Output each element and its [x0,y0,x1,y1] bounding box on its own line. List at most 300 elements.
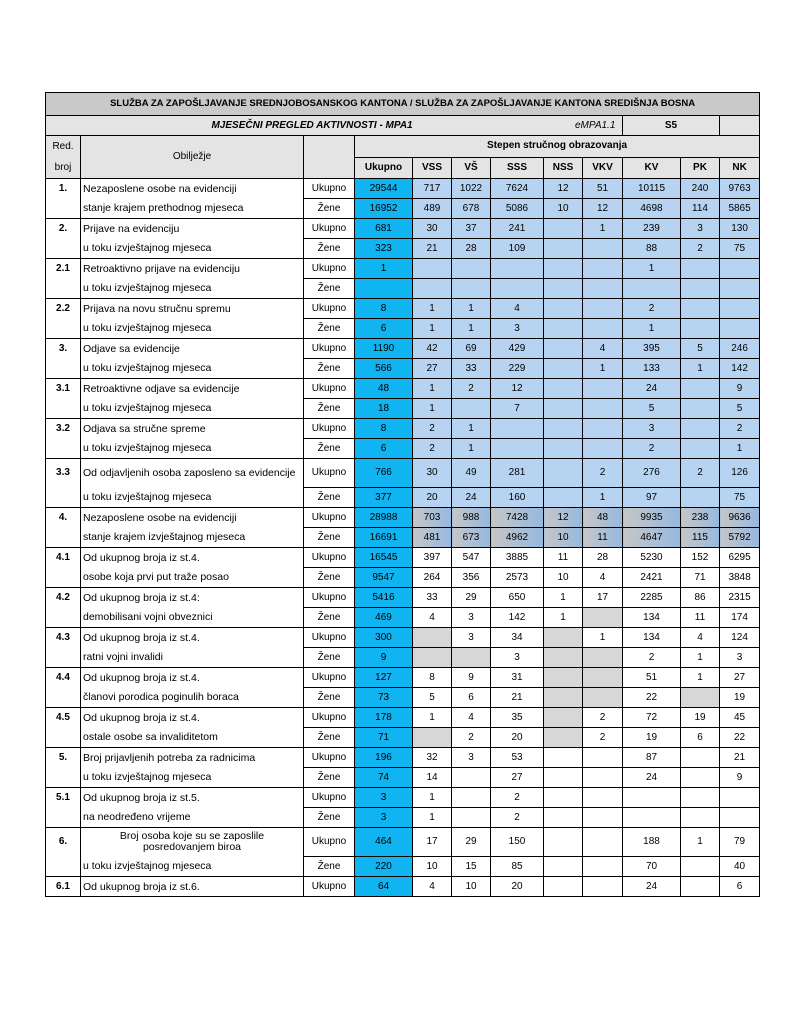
cell-vkv: 11 [583,528,623,548]
cell-kv [623,808,681,828]
cell-vs: 6 [452,688,491,708]
table-row [46,299,760,319]
cell-kv: 24 [623,379,681,399]
cell-pk [681,857,720,877]
zene-label: Žene [304,768,355,788]
stepen-header: Stepen stručnog obrazovanja [355,136,760,158]
cell-vs: 33 [452,359,491,379]
row-label: Odjave sa evidencije [81,339,304,359]
row-number [46,488,81,508]
row-number: 4.4 [46,668,81,688]
cell-pk: 2 [681,239,720,259]
cell-vs [452,259,491,279]
cell-kv: 10115 [623,179,681,199]
cell-nss [544,648,583,668]
cell-vkv [583,857,623,877]
cell-ukupno: 300 [355,628,413,648]
row-number: 5. [46,748,81,768]
row-number: 2. [46,219,81,239]
cell-kv: 19 [623,728,681,748]
table-row [46,648,760,668]
cell-pk: 11 [681,608,720,628]
cell-sss: 34 [491,628,544,648]
cell-pk [681,877,720,897]
cell-sss [491,419,544,439]
cell-pk: 240 [681,179,720,199]
cell-kv: 2 [623,439,681,459]
row-number [46,359,81,379]
cell-kv [623,279,681,299]
ukupno-label: Ukupno [304,419,355,439]
cell-kv: 22 [623,688,681,708]
cell-nss [544,259,583,279]
cell-nk: 5792 [720,528,760,548]
cell-vss: 1 [413,299,452,319]
cell-vs: 678 [452,199,491,219]
cell-sss: 12 [491,379,544,399]
cell-ukupno: 1 [355,259,413,279]
table-row [46,828,760,857]
ukupno-label: Ukupno [304,508,355,528]
cell-pk: 1 [681,668,720,688]
cell-nss [544,857,583,877]
cell-kv: 2 [623,299,681,319]
cell-nk: 45 [720,708,760,728]
cell-kv: 9935 [623,508,681,528]
cell-nk: 3848 [720,568,760,588]
ukupno-label: Ukupno [304,588,355,608]
cell-vss: 20 [413,488,452,508]
table-row [46,588,760,608]
cell-vss: 42 [413,339,452,359]
cell-nss [544,459,583,488]
cell-pk: 86 [681,588,720,608]
cell-kv: 395 [623,339,681,359]
cell-vs: 28 [452,239,491,259]
cell-vss: 30 [413,459,452,488]
zene-label: Žene [304,319,355,339]
cell-vkv: 1 [583,219,623,239]
cell-ukupno: 6 [355,319,413,339]
cell-nk: 6295 [720,548,760,568]
table-row [46,339,760,359]
row-label: u toku izvještajnog mjeseca [81,319,304,339]
zene-label: Žene [304,488,355,508]
cell-vss: 30 [413,219,452,239]
zene-label: Žene [304,857,355,877]
row-number: 4. [46,508,81,528]
cell-pk: 152 [681,548,720,568]
cell-vs [452,399,491,419]
cell-vss: 4 [413,608,452,628]
cell-vkv [583,279,623,299]
cell-nk: 9 [720,768,760,788]
cell-pk: 6 [681,728,720,748]
cell-pk [681,379,720,399]
table-row [46,488,760,508]
cell-sss: 650 [491,588,544,608]
table-row [46,319,760,339]
table-row [46,728,760,748]
cell-vss: 1 [413,399,452,419]
cell-nss: 1 [544,608,583,628]
row-number [46,199,81,219]
cell-vkv [583,668,623,688]
row-number [46,279,81,299]
cell-ukupno: 681 [355,219,413,239]
cell-pk [681,319,720,339]
row-number [46,808,81,828]
cell-ukupno: 16691 [355,528,413,548]
form-code: eMPA1.1 [575,119,616,131]
cell-nk: 9763 [720,179,760,199]
zene-label: Žene [304,728,355,748]
cell-kv: 88 [623,239,681,259]
column-header-pk: PK [681,157,720,179]
cell-vkv [583,419,623,439]
row-number: 2.1 [46,259,81,279]
cell-vss: 8 [413,668,452,688]
cell-sss: 85 [491,857,544,877]
cell-ukupno: 464 [355,828,413,857]
ukupno-label: Ukupno [304,708,355,728]
cell-ukupno: 1190 [355,339,413,359]
cell-kv: 5 [623,399,681,419]
cell-vkv: 48 [583,508,623,528]
cell-sss: 4 [491,299,544,319]
cell-nk [720,808,760,828]
cell-nss: 12 [544,179,583,199]
cell-ukupno: 16545 [355,548,413,568]
cell-nss: 12 [544,508,583,528]
cell-ukupno: 16952 [355,199,413,219]
table-row [46,857,760,877]
cell-ukupno: 9547 [355,568,413,588]
zene-label: Žene [304,648,355,668]
cell-sss: 3 [491,648,544,668]
cell-vss [413,628,452,648]
cell-ukupno: 469 [355,608,413,628]
row-label: članovi porodica poginulih boraca [81,688,304,708]
cell-vss [413,279,452,299]
cell-vss: 14 [413,768,452,788]
cell-vss: 1 [413,379,452,399]
cell-nss [544,299,583,319]
cell-vkv: 2 [583,459,623,488]
table-row [46,528,760,548]
cell-nk [720,788,760,808]
zene-label: Žene [304,439,355,459]
cell-vs: 547 [452,548,491,568]
cell-nk [720,299,760,319]
cell-sss: 7624 [491,179,544,199]
row-label: Odjava sa stručne spreme [81,419,304,439]
cell-nss: 10 [544,528,583,548]
table-row [46,419,760,439]
cell-vs [452,279,491,299]
cell-vs: 988 [452,508,491,528]
cell-vs: 10 [452,877,491,897]
cell-sss: 150 [491,828,544,857]
row-number [46,319,81,339]
cell-nk [720,259,760,279]
cell-pk [681,748,720,768]
cell-kv: 70 [623,857,681,877]
cell-ukupno: 3 [355,788,413,808]
cell-ukupno: 18 [355,399,413,419]
cell-ukupno [355,279,413,299]
cell-pk [681,419,720,439]
cell-vs: 3 [452,748,491,768]
row-label: Prijava na novu stručnu spremu [81,299,304,319]
cell-vss: 2 [413,419,452,439]
cell-vs: 29 [452,588,491,608]
row-number: 3.3 [46,459,81,488]
cell-vkv: 1 [583,628,623,648]
cell-nss [544,688,583,708]
cell-sss: 142 [491,608,544,628]
cell-sss: 5086 [491,199,544,219]
cell-nk: 3 [720,648,760,668]
cell-vss: 27 [413,359,452,379]
cell-pk [681,688,720,708]
row-label: Od ukupnog broja iz st.6. [81,877,304,897]
ukupno-label: Ukupno [304,459,355,488]
row-label: u toku izvještajnog mjeseca [81,279,304,299]
cell-nk: 21 [720,748,760,768]
cell-kv: 51 [623,668,681,688]
cell-kv: 97 [623,488,681,508]
row-label: Od odjavljenih osoba zaposleno sa evidencije [81,459,304,488]
cell-sss: 160 [491,488,544,508]
cell-nk: 5 [720,399,760,419]
cell-nss: 10 [544,199,583,219]
cell-vss: 1 [413,808,452,828]
cell-ukupno: 766 [355,459,413,488]
ukupno-label: Ukupno [304,548,355,568]
row-label: Nezaposlene osobe na evidenciji [81,179,304,199]
cell-vss: 703 [413,508,452,528]
cell-vss: 397 [413,548,452,568]
cell-nss [544,399,583,419]
cell-nk: 2315 [720,588,760,608]
cell-ukupno: 566 [355,359,413,379]
cell-vss: 17 [413,828,452,857]
cell-ukupno: 127 [355,668,413,688]
cell-nk [720,279,760,299]
cell-nk: 1 [720,439,760,459]
ukupno-label: Ukupno [304,259,355,279]
cell-pk: 115 [681,528,720,548]
ukupno-label: Ukupno [304,877,355,897]
cell-vkv: 4 [583,339,623,359]
cell-sss: 21 [491,688,544,708]
cell-vss [413,728,452,748]
cell-nk: 19 [720,688,760,708]
cell-nss [544,219,583,239]
table-row [46,808,760,828]
row-number [46,568,81,588]
cell-vss: 2 [413,439,452,459]
cell-nss [544,319,583,339]
zene-label: Žene [304,199,355,219]
cell-pk [681,399,720,419]
cell-nk: 174 [720,608,760,628]
cell-vs: 1022 [452,179,491,199]
cell-nss [544,788,583,808]
row-label: osobe koja prvi put traže posao [81,568,304,588]
cell-nk: 2 [720,419,760,439]
ukupno-label: Ukupno [304,628,355,648]
zene-label: Žene [304,608,355,628]
cell-nss [544,828,583,857]
row-label: Od ukupnog broja iz st.4. [81,708,304,728]
cell-vkv [583,259,623,279]
cell-ukupno: 6 [355,439,413,459]
zene-label: Žene [304,528,355,548]
cell-pk [681,788,720,808]
cell-vs: 49 [452,459,491,488]
cell-vs [452,768,491,788]
cell-kv: 1 [623,319,681,339]
cell-kv: 2285 [623,588,681,608]
table-row [46,708,760,728]
cell-vs: 1 [452,419,491,439]
table-row [46,199,760,219]
cell-kv: 24 [623,877,681,897]
row-label: demobilisani vojni obveznici [81,608,304,628]
cell-ukupno: 9 [355,648,413,668]
cell-vs: 673 [452,528,491,548]
cell-nss [544,359,583,379]
row-label: u toku izvještajnog mjeseca [81,439,304,459]
cell-kv: 133 [623,359,681,379]
row-number: 1. [46,179,81,199]
cell-vkv: 1 [583,488,623,508]
column-header-nss: NSS [544,157,583,179]
table-row [46,399,760,419]
cell-nk: 79 [720,828,760,857]
cell-vkv: 1 [583,359,623,379]
cell-vkv [583,788,623,808]
cell-nss [544,877,583,897]
cell-pk: 71 [681,568,720,588]
cell-nk: 142 [720,359,760,379]
row-label: stanje krajem izvještajnog mjeseca [81,528,304,548]
row-label: stanje krajem prethodnog mjeseca [81,199,304,219]
sheet-code: S5 [623,116,720,136]
cell-vss: 489 [413,199,452,219]
cell-vkv [583,379,623,399]
cell-ukupno: 196 [355,748,413,768]
report-subtitle [46,116,623,136]
column-header-sss: SSS [491,157,544,179]
cell-vs [452,788,491,808]
cell-vkv [583,239,623,259]
cell-pk: 4 [681,628,720,648]
cell-vss: 4 [413,877,452,897]
ukupno-label: Ukupno [304,219,355,239]
cell-sss: 4962 [491,528,544,548]
cell-nss [544,339,583,359]
cell-nk: 5865 [720,199,760,219]
cell-vkv: 17 [583,588,623,608]
cell-sss: 2 [491,808,544,828]
row-label: u toku izvještajnog mjeseca [81,857,304,877]
cell-kv: 239 [623,219,681,239]
row-number: 3. [46,339,81,359]
cell-sss: 3 [491,319,544,339]
cell-vs: 37 [452,219,491,239]
table-row [46,608,760,628]
cell-vs: 69 [452,339,491,359]
cell-vkv [583,808,623,828]
cell-ukupno: 5416 [355,588,413,608]
zene-label: Žene [304,239,355,259]
cell-pk: 114 [681,199,720,219]
cell-nk: 75 [720,239,760,259]
cell-vs: 2 [452,379,491,399]
cell-vkv [583,439,623,459]
cell-nk: 124 [720,628,760,648]
cell-vss [413,648,452,668]
cell-vss: 1 [413,319,452,339]
row-label: Od ukupnog broja iz st.4: [81,588,304,608]
column-header-vkv: VKV [583,157,623,179]
table-row [46,668,760,688]
row-number: 4.3 [46,628,81,648]
cell-vkv [583,299,623,319]
row-label: ostale osobe sa invaliditetom [81,728,304,748]
row-label: u toku izvještajnog mjeseca [81,488,304,508]
cell-vkv: 51 [583,179,623,199]
row-label: u toku izvještajnog mjeseca [81,359,304,379]
column-header-vss: VSS [413,157,452,179]
cell-nk: 9 [720,379,760,399]
cell-nss [544,728,583,748]
cell-pk [681,439,720,459]
cell-vkv [583,319,623,339]
cell-nk: 40 [720,857,760,877]
cell-kv: 24 [623,768,681,788]
cell-nss [544,439,583,459]
cell-vs: 1 [452,299,491,319]
cell-ukupno: 377 [355,488,413,508]
report-title: SLUŽBA ZA ZAPOŠLJAVANJE SREDNJOBOSANSKOG KANTONA / SLUŽBA ZA ZAPOŠLJAVANJE KANTONA SREDIŠNJA BOSNA [46,93,760,116]
cell-vs: 9 [452,668,491,688]
cell-pk: 1 [681,648,720,668]
cell-vkv: 2 [583,728,623,748]
row-number [46,857,81,877]
table-row [46,768,760,788]
table-row [46,359,760,379]
column-header-vs: VŠ [452,157,491,179]
cell-ukupno: 28988 [355,508,413,528]
cell-nss [544,668,583,688]
cell-ukupno: 178 [355,708,413,728]
cell-pk: 19 [681,708,720,728]
cell-vs: 356 [452,568,491,588]
cell-pk [681,768,720,788]
table-row [46,548,760,568]
row-number: 5.1 [46,788,81,808]
cell-kv: 1 [623,259,681,279]
row-number [46,688,81,708]
zene-label: Žene [304,568,355,588]
cell-nss [544,419,583,439]
cell-ukupno: 64 [355,877,413,897]
column-header-ukupno: Ukupno [355,157,413,179]
